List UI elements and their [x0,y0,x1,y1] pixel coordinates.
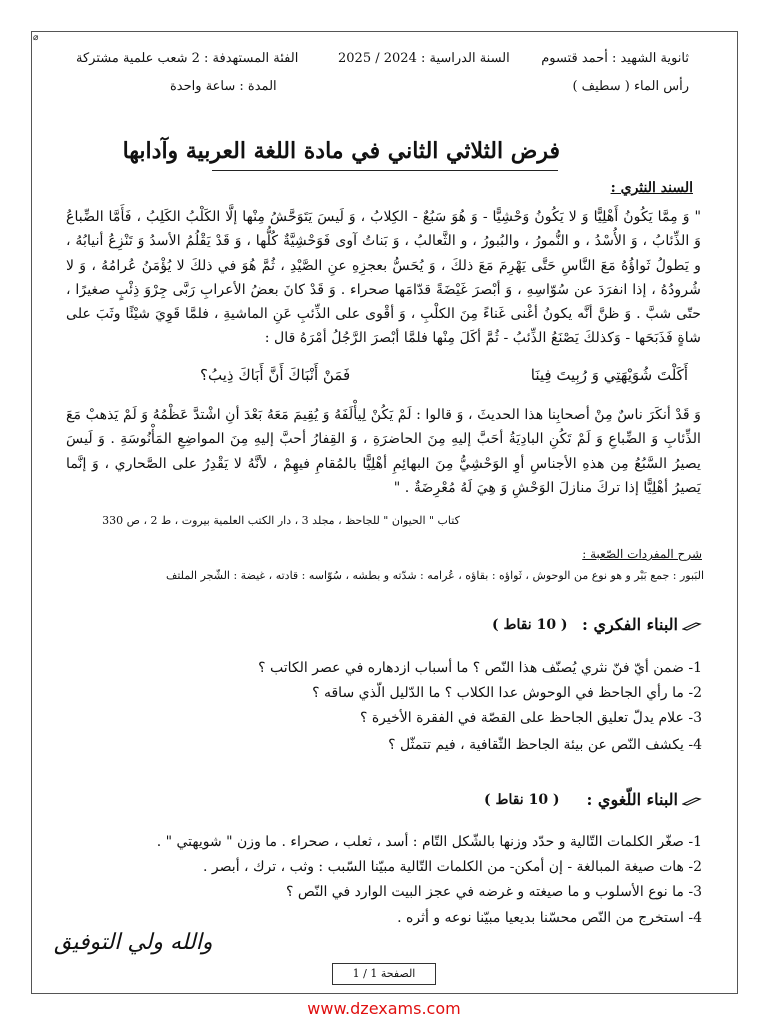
exam-title: فرض الثلاثي الثاني في مادة اللغة العربية وآدابها [122,138,560,164]
part2-question-1: 1- صغّر الكلمات التّالية و حدّد وزنها بالشّكل التّام : أسد ، ثعلب ، صحراء . ما وزن " شويهتي " . [156,834,702,850]
closing-signature: والله ولي التوفيق [54,930,213,955]
verse-second-hemistich: فَمَنْ أَنْبَاكَ أَنَّ أَبَاكَ ذِيبُ؟ [200,366,351,384]
target-class: الفئة المستهدفة : 2 شعب علمية مشتركة [76,51,299,66]
text-section-label: السند النثري : [610,180,693,196]
part2-points: ( 10 نقاط ) [484,792,560,808]
corner-mark: ⌀ [33,33,39,43]
part1-question-4: 4- يكشف النّص عن بيئة الجاحظ الثّقافية ، فيم تتمثّل ؟ [388,737,702,753]
part2-question-2: 2- هات صيغة المبالغة - إن أمكن- من الكلمات التّالية مبيّنا السّبب : وثب ، ترك ، أبصر . [203,859,702,875]
part1-heading [582,615,702,634]
part1-question-3: 3- علام يدلّ تعليق الجاحظ على القصّة في الفقرة الأخيرة ؟ [359,710,702,726]
part2-heading [586,790,702,809]
part2-title: البناء اللّغوي : [586,790,678,809]
title-underline [212,170,558,171]
school-year: السنة الدراسية : 2024 / 2025 [338,51,510,66]
text-source: كتاب " الحيوان " للجاحظ ، مجلد 3 ، دار الكتب العلمية بيروت ، ط 2 ، ص 330 [102,514,460,527]
part2-question-3: 3- ما نوع الأسلوب و ما صيغته و غرضه في عجز البيت الوارد في النّص ؟ [285,884,702,900]
part1-question-2: 2- ما رأي الجاحظ في الوحوش عدا الكلاب ؟ ما الدّليل الّذي ساقه ؟ [312,685,702,701]
pencil-icon [682,796,702,806]
part2-question-4: 4- استخرج من النّص محسّنا بديعيا مبيّنا نوعه و أثره . [397,910,702,926]
page-number: الصفحة 1 / 1 [332,963,436,985]
pencil-icon [682,621,702,631]
exam-duration: المدة : ساعة واحدة [170,79,277,94]
school-town: رأس الماء ( سطيف ) [572,79,689,94]
part1-title: البناء الفكري : [581,615,678,634]
website-watermark[interactable]: www.dzexams.com [307,999,461,1018]
glossary-heading: شرح المفردات الصّعبة : [582,547,702,561]
part1-question-1: 1- ضمن أيّ فنّ نثري يُصنّف هذا النّص ؟ ما أسباب ازدهاره في عصر الكاتب ؟ [258,660,702,676]
verse-first-hemistich: أَكَلْتَ شُوَيْهَتِي وَ رُبِيتَ فِينَا [530,366,688,384]
text-paragraph-2: وَ قَدْ أنكَرَ ناسٌ مِنْ أصحابِنا هذا الحديثَ ، وَ قالوا : لَمْ يَكُنْ لِيأْلَفَهُ وَ يُقِيمَ مَعَهُ بَعْدَ أنِ اشْتدَّ عَظْمُهُ وَ لَمْ يَذهبْ مَعَ الذِّئابِ وَ الضِّباعِ وَ لَمْ تَكُنِ البادِيَةُ أحَبَّ إليهِ مِنَ الحاضرَةِ ، وَ القِفارُ أحبَّ إليهِ مِنَ المواضِعِ المَأْنُوسَةِ . وَ لَيسَ يصيرُ السَّبُعُ مِن هذهِ الأجناسِ أوِ الوَحْشِيُّ مِنَ البهائِمِ أهْلِيًّا بالمُقامِ فيهِمْ ، لأنَّهُ لا يَقْدِرُ على الصَّحاري ، وَ إنَّما يَصيرُ أهْلِيًّا إذا تركَ منازلَ الوَحْشِ وَ هِيَ لَهُ مُعْرِضَةٌ . " [66,407,701,496]
part1-points: ( 10 نقاط ) [492,617,568,633]
school-name: ثانوية الشهيد : أحمد قتسوم [541,51,689,66]
text-paragraph-1: " وَ مِمَّا يَكُونُ أَهْلِيًّا وَ لا يَكُونُ وَحْشِيًّا - وَ هُوَ سَبُعٌ - الكِلابُ ، وَ لَيسَ يَتَوَحَّشُ مِنْها إلَّا الكَلْبُ الكَلِبُ ، فَأَمَّا الضِّباعُ وَ الذِّئابُ ، وَ الأُسْدُ ، و النُّمورُ ، والبُبورُ ، و الثَّعالبُ ، وَ بَناتُ آوى فَوَحْشِيَّةٌ كُلُّها ، وَ قَدْ يَقْلُمُ الأسدُ وَ تَنْزِعُ أنيابُهُ ، و يَطولُ ثَواؤُهُ مَعَ النَّاسِ حَتَّى يَهْرِمَ مَعَ ذلكَ ، وَ يُحَسُّ بعجزِهِ عنِ الصَّيْدِ ، ثُمَّ هُوَ في ذلكَ لا يُؤْمَنُ عُرامُهُ ، وَ لا شُرودُهُ ، إذا انفرَدَ عن سُوّاسِهِ ، وَ أبْصرَ غَيْضَةً قدّامَها صحراء . وَ قَدْ كانَ بعضُ الأعرابِ رَبَّى جِرْوَ ذِئْبٍ صغيرًا ، حتّى شبَّ . وَ ظنَّ أنَّه يكونُ أغْنى غَناءً مِنَ الكلْبِ ، وَ أقْوى على الذِّئبِ عَنِ الماشيةِ ، فلمَّا قَوِيَ شيْئًا وثَبَ على شاةٍ فَذَبَحَها - وَكذلكَ يَصْنَعُ الذِّئبُ - ثُمَّ أكَلَ مِنْها فلمَّا أبْصرَ الرَّجُلُ أمْرَهُ قال : [66,209,701,347]
glossary-items: البَبور : جمع بَبْر و هو نوع من الوحوش ، ثَواؤه : بقاؤه ، عُرامه : شدّته و بطشه ، سُوّاسه : قادته ، غيضة : الشّجر الملتف [165,569,704,582]
